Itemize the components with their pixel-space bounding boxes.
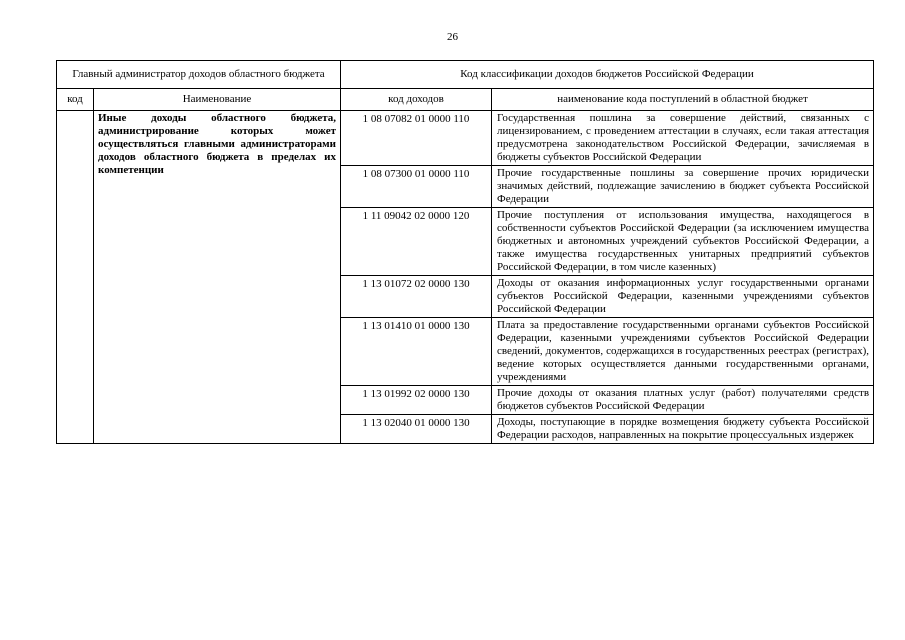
page-number: 26 bbox=[447, 31, 458, 43]
income-name-cell: Прочие доходы от оказания платных услуг (работ) получателями средств бюджетов субъектов Российской Федерации bbox=[492, 386, 874, 415]
income-code-cell: 1 13 01072 02 0000 130 bbox=[341, 276, 492, 318]
col-income-name-header: наименование кода поступлений в областной бюджет bbox=[492, 89, 874, 111]
admin-group-header: Главный администратор доходов областного бюджета bbox=[57, 61, 341, 89]
income-name-cell: Прочие поступления от использования имущества, находящегося в собственности субъектов Российской Федерации (за исключением имущества бюджетных и автономных учреждений субъектов Российской Федерации, а также имущества государственных унитарных предприятий субъектов Российской Федерации, в том числе казенных) bbox=[492, 208, 874, 276]
income-name-cell: Плата за предоставление государственными органами субъектов Российской Федерации, казенными учреждениями субъектов Российской Федерации сведений, документов, содержащихся в государственных реестрах (регистрах), ведение которых осуществляется данными государственными органами, учреждениями bbox=[492, 318, 874, 386]
col-name-header: Наименование bbox=[94, 89, 341, 111]
income-code-cell: 1 08 07082 01 0000 110 bbox=[341, 111, 492, 166]
header-row-group bbox=[57, 61, 874, 89]
revenue-classification-table bbox=[56, 60, 874, 444]
col-code-header: код bbox=[57, 89, 94, 111]
income-code-cell: 1 13 01992 02 0000 130 bbox=[341, 386, 492, 415]
income-name-cell: Государственная пошлина за совершение действий, связанных с лицензированием, с проведением аттестации в случаях, если такая аттестация предусмотрена законодательством Российской Федерации, зачисляемая в бюджеты субъектов Российской Федерации bbox=[492, 111, 874, 166]
table-row bbox=[57, 111, 874, 166]
income-code-cell: 1 13 01410 01 0000 130 bbox=[341, 318, 492, 386]
classification-group-header: Код классификации доходов бюджетов Российской Федерации bbox=[341, 61, 874, 89]
income-name-cell: Доходы, поступающие в порядке возмещения бюджету субъекта Российской Федерации расходов, направленных на покрытие процессуальных издержек bbox=[492, 415, 874, 444]
income-code-cell: 1 08 07300 01 0000 110 bbox=[341, 166, 492, 208]
col-income-code-header: код доходов bbox=[341, 89, 492, 111]
income-name-cell: Доходы от оказания информационных услуг государственными органами субъектов Российской Федерации, казенными учреждениями субъектов Российской Федерации bbox=[492, 276, 874, 318]
header-row-columns bbox=[57, 89, 874, 111]
income-code-cell: 1 11 09042 02 0000 120 bbox=[341, 208, 492, 276]
admin-code-cell bbox=[57, 111, 94, 444]
income-name-cell: Прочие государственные пошлины за совершение прочих юридически значимых действий, подлежащие зачислению в бюджет субъекта Российской Федерации bbox=[492, 166, 874, 208]
income-code-cell: 1 13 02040 01 0000 130 bbox=[341, 415, 492, 444]
admin-name-cell: Иные доходы областного бюджета, администрирование которых может осуществляться главными администраторами доходов областного бюджета в пределах их компетенции bbox=[94, 111, 341, 444]
